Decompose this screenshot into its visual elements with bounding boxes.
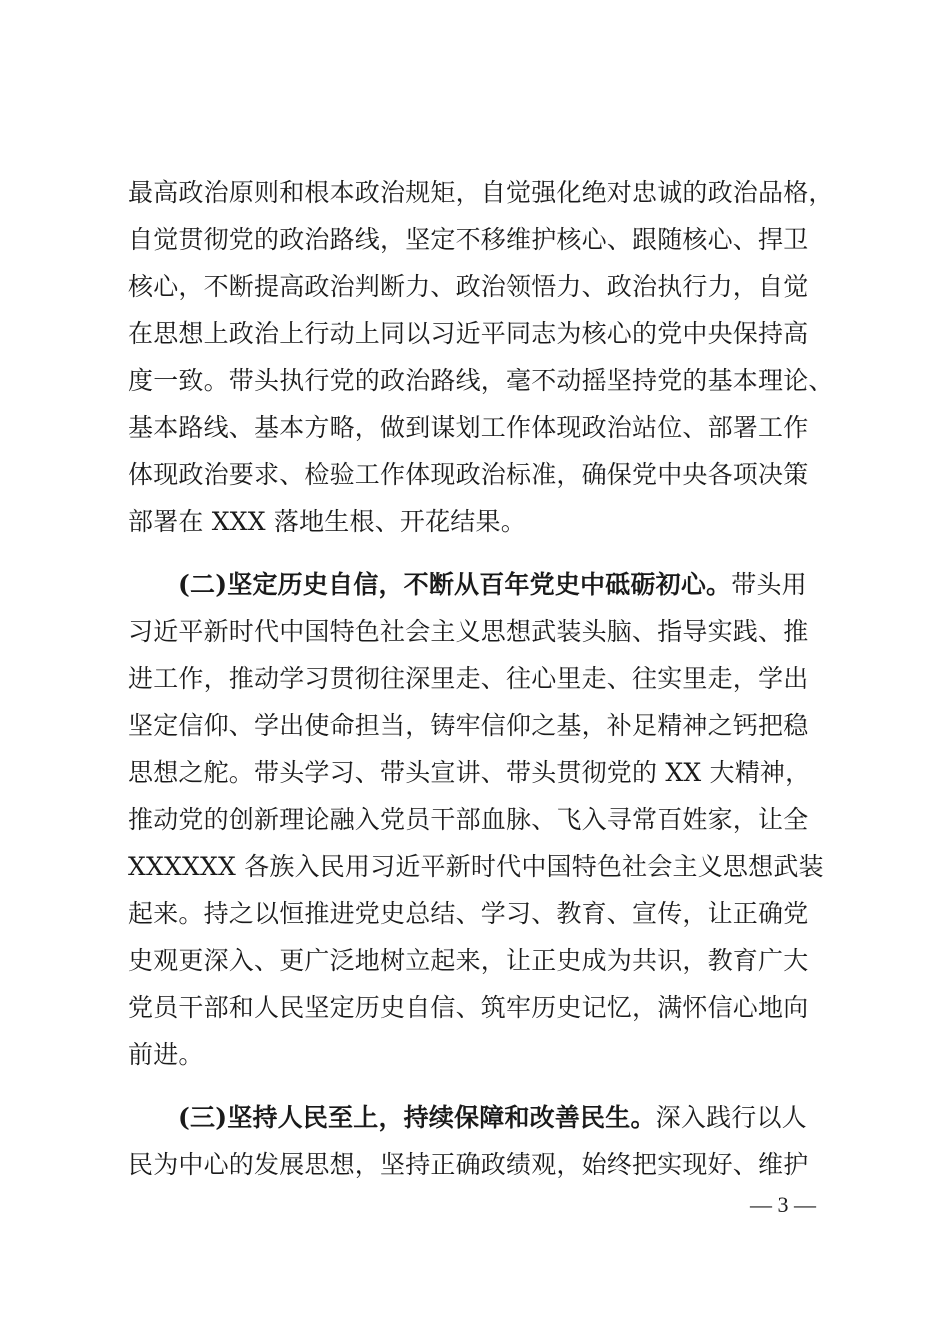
paragraph-line: 思想之舵。带头学习、带头宣讲、带头贯彻党的 XX 大精神， xyxy=(128,758,811,787)
paragraph-line: 最高政治原则和根本政治规矩，自觉强化绝对忠诚的政治品格， xyxy=(128,178,834,207)
paragraph-line: 部署在 XXX 落地生根、开花结果。 xyxy=(128,507,526,536)
paragraph-line: 基本路线、基本方略，做到谋划工作体现政治站位、部署工作 xyxy=(128,413,809,442)
paragraph-line: 习近平新时代中国特色社会主义思想武装头脑、指导实践、推 xyxy=(128,617,809,646)
paragraph-first-line xyxy=(128,561,828,608)
paragraph-line: 推动党的创新理论融入党员干部血脉、飞入寻常百姓家，让全 xyxy=(128,805,809,834)
paragraph-line: 度一致。带头执行党的政治路线，毫不动摇坚持党的基本理论、 xyxy=(128,366,834,395)
page-number: — 3 — xyxy=(750,1192,816,1217)
paragraph-line: 体现政治要求、检验工作体现政治标准，确保党中央各项决策 xyxy=(128,460,809,489)
paragraph-line: 党员干部和人民坚定历史自信、筑牢历史记忆，满怀信心地向 xyxy=(128,993,809,1022)
paragraph-line: 民为中心的发展思想，坚持正确政绩观，始终把实现好、维护 xyxy=(128,1150,809,1179)
paragraph-3 xyxy=(128,1094,828,1188)
paragraph-line: XXXXXX 各族入民用习近平新时代中国特色社会主义思想武装 xyxy=(128,852,824,881)
paragraph-1 xyxy=(128,169,834,545)
paragraph-text: 带头用 xyxy=(731,570,807,599)
paragraph-line: 进工作，推动学习贯彻往深里走、往心里走、往实里走，学出 xyxy=(128,664,809,693)
section-heading: (二)坚定历史自信，不断从百年党史中砥砺初心。 xyxy=(178,570,732,599)
paragraph-line: 自觉贯彻党的政治路线，坚定不移维护核心、跟随核心、捍卫 xyxy=(128,225,809,254)
paragraph-first-line xyxy=(128,1094,828,1141)
paragraph-line: 前进。 xyxy=(128,1040,204,1069)
paragraph-2 xyxy=(128,561,828,1078)
body-text xyxy=(128,169,834,1188)
paragraph-line: 起来。持之以恒推进党史总结、学习、教育、宣传，让正确党 xyxy=(128,899,809,928)
section-heading: (三)坚持人民至上，持续保障和改善民生。 xyxy=(178,1103,656,1132)
paragraph-line: 在思想上政治上行动上同以习近平同志为核心的党中央保持高 xyxy=(128,319,809,348)
paragraph-line: 核心，不断提高政治判断力、政治领悟力、政治执行力，自觉 xyxy=(128,272,809,301)
paragraph-line: 史观更深入、更广泛地树立起来，让正史成为共识，教育广大 xyxy=(128,946,809,975)
paragraph-text: 深入践行以人 xyxy=(655,1103,807,1132)
paragraph-line: 坚定信仰、学出使命担当，铸牢信仰之基，补足精神之钙把稳 xyxy=(128,711,809,740)
